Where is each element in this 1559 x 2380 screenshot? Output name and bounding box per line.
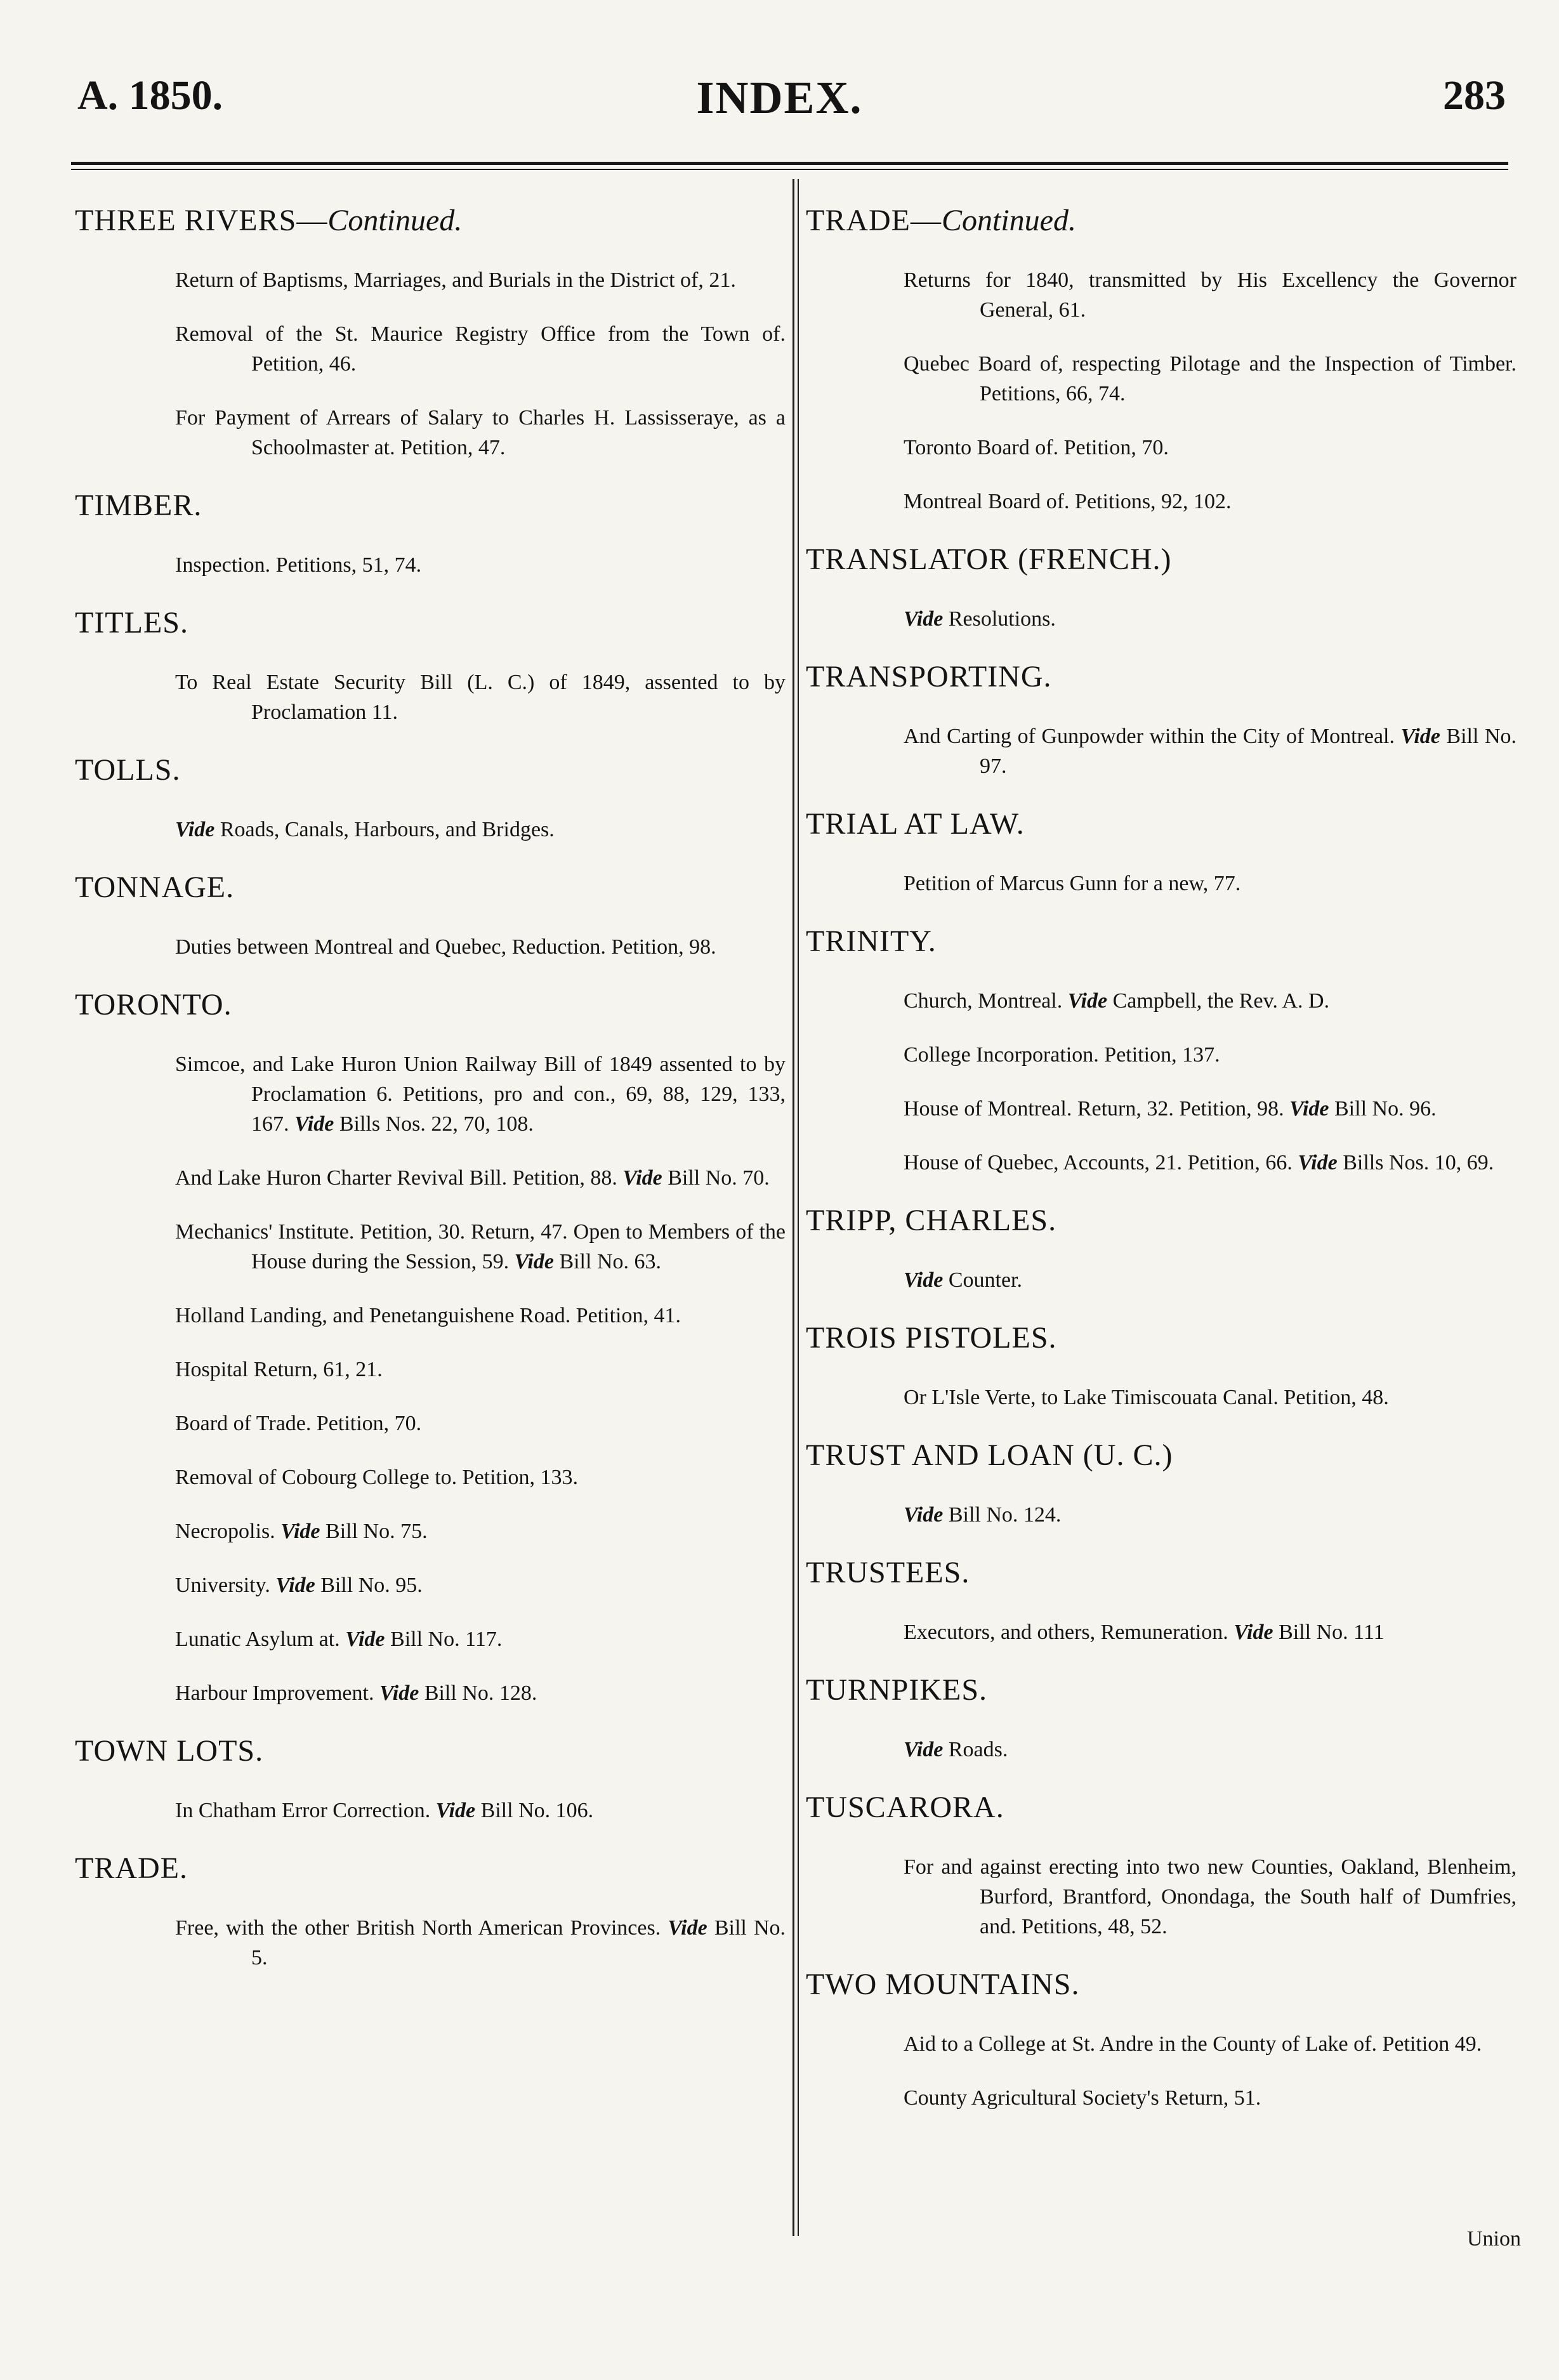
index-heading-continued: Continued. <box>327 204 463 237</box>
index-heading <box>806 1966 1516 2004</box>
index-heading <box>806 658 1516 696</box>
index-section-trial-at-law <box>806 805 1516 898</box>
index-entry <box>175 1355 786 1384</box>
index-heading <box>75 604 786 642</box>
index-entry <box>175 1913 786 1973</box>
entry-reference: Bill No. 124. <box>943 1503 1062 1527</box>
entry-text: Board of Trade. Petition, 70. <box>175 1412 422 1435</box>
entry-reference: Resolutions. <box>943 607 1056 631</box>
entry-text: Aid to a College at St. Andre in the County of Lake of. Petition 49. <box>904 2032 1482 2056</box>
index-heading <box>806 923 1516 961</box>
entry-reference: Bill No. 96. <box>1329 1097 1437 1121</box>
index-heading-text: TRANSPORTING. <box>806 660 1052 694</box>
entry-vide: Vide <box>622 1166 662 1190</box>
index-heading-text: TRIAL AT LAW. <box>806 807 1025 841</box>
index-heading <box>806 1789 1516 1827</box>
index-heading <box>75 869 786 907</box>
index-entry <box>175 1516 786 1546</box>
index-heading-text: TRUST AND LOAN (U. C.) <box>806 1438 1173 1472</box>
index-section-transporting <box>806 658 1516 781</box>
entry-vide: Vide <box>379 1681 419 1705</box>
entry-vide: Vide <box>175 818 215 841</box>
entry-text: Lunatic Asylum at. <box>175 1627 340 1651</box>
index-entry <box>175 1049 786 1139</box>
entry-reference: Bill No. 97. <box>980 725 1517 778</box>
index-section-turnpikes <box>806 1671 1516 1765</box>
entry-text: Removal of Cobourg College to. Petition, 133. <box>175 1466 578 1489</box>
entry-vide: Vide <box>275 1574 315 1597</box>
index-section-tolls <box>75 751 786 845</box>
entry-text: Simcoe, and Lake Huron Union Railway Bill of 1849 assented to by Proclamation 6. Petitions, pro and con., 69, 88, 129, 133, 167. <box>175 1053 786 1136</box>
entry-text: For Payment of Arrears of Salary to Charles H. Lassisseraye, as a Schoolmaster at. Petition, 47. <box>175 406 786 459</box>
entry-text: County Agricultural Society's Return, 51. <box>904 2086 1261 2110</box>
entry-text: Executors, and others, Remuneration. <box>904 1621 1228 1644</box>
entry-text: Harbour Improvement. <box>175 1681 374 1705</box>
index-section-trustees <box>806 1554 1516 1647</box>
index-heading-text: TRUSTEES. <box>806 1556 970 1589</box>
column-divider-thin <box>798 179 799 2236</box>
page-year: A. 1850. <box>77 72 223 119</box>
index-heading-text: TIMBER. <box>75 489 202 522</box>
index-entry <box>904 265 1516 325</box>
index-section-translator-french <box>806 541 1516 634</box>
index-entry <box>904 1383 1516 1412</box>
index-heading <box>75 1850 786 1888</box>
entry-reference: Bill No. 128. <box>419 1681 537 1705</box>
entry-text: University. <box>175 1574 270 1597</box>
index-heading-continued: Continued. <box>941 204 1076 237</box>
entry-text: Free, with the other British North American Provinces. <box>175 1916 661 1940</box>
index-section-three-rivers <box>75 202 786 463</box>
entry-vide: Vide <box>1067 989 1108 1013</box>
index-entry <box>904 1735 1516 1765</box>
entry-text: Church, Montreal. <box>904 989 1063 1013</box>
entry-reference: Roads. <box>943 1738 1008 1761</box>
index-heading <box>75 751 786 789</box>
index-entry <box>175 1796 786 1825</box>
index-entry <box>175 1409 786 1438</box>
entry-reference: Campbell, the Rev. A. D. <box>1107 989 1330 1013</box>
entry-text: Inspection. Petitions, 51, 74. <box>175 553 422 577</box>
entry-reference: Bill No. 117. <box>385 1627 503 1651</box>
index-heading <box>806 805 1516 843</box>
index-entry <box>904 1265 1516 1295</box>
entry-text: Return of Baptisms, Marriages, and Burials in the District of, 21. <box>175 268 736 292</box>
index-section-trinity <box>806 923 1516 1178</box>
entry-text: And Lake Huron Charter Revival Bill. Petition, 88. <box>175 1166 617 1190</box>
entry-text: Toronto Board of. Petition, 70. <box>904 436 1169 459</box>
entry-reference: Bills Nos. 22, 70, 108. <box>334 1112 534 1136</box>
entry-text: Mechanics' Institute. Petition, 30. Return, 47. Open to Members of the House during the Session, 59. <box>175 1220 786 1273</box>
right-column <box>806 202 1516 2137</box>
entry-text: College Incorporation. Petition, 137. <box>904 1043 1220 1067</box>
entry-text: Montreal Board of. Petitions, 92, 102. <box>904 490 1232 513</box>
entry-text: House of Quebec, Accounts, 21. Petition, 66. <box>904 1151 1293 1174</box>
index-heading-text: TWO MOUNTAINS. <box>806 1968 1080 2001</box>
index-heading <box>75 986 786 1024</box>
entry-vide: Vide <box>1233 1621 1273 1644</box>
index-entry <box>904 1500 1516 1530</box>
index-section-toronto <box>75 986 786 1708</box>
entry-reference: Bill No. 95. <box>315 1574 423 1597</box>
index-heading <box>806 1319 1516 1357</box>
entry-vide: Vide <box>435 1799 476 1822</box>
index-section-trois-pistoles <box>806 1319 1516 1412</box>
index-heading <box>806 1202 1516 1240</box>
header-rule <box>71 162 1508 165</box>
index-entry <box>175 815 786 845</box>
index-heading <box>806 541 1516 579</box>
index-section-trust-and-loan-u-c <box>806 1437 1516 1530</box>
entry-vide: Vide <box>514 1250 554 1273</box>
entry-vide: Vide <box>904 1738 944 1761</box>
index-heading-text: TROIS PISTOLES. <box>806 1321 1057 1355</box>
entry-reference: Counter. <box>943 1268 1023 1292</box>
index-heading-text: TITLES. <box>75 606 188 640</box>
entry-vide: Vide <box>904 1268 944 1292</box>
index-entry <box>904 1040 1516 1070</box>
index-section-two-mountains <box>806 1966 1516 2113</box>
index-entry <box>904 1617 1516 1647</box>
index-entry <box>175 265 786 295</box>
index-heading-text: TRINITY. <box>806 924 937 958</box>
index-section-trade <box>75 1850 786 1973</box>
index-entry <box>904 1094 1516 1124</box>
entry-reference: Bill No. 70. <box>662 1166 770 1190</box>
index-section-town-lots <box>75 1732 786 1825</box>
index-heading-text: TRADE. <box>75 1851 188 1885</box>
index-entry <box>175 550 786 580</box>
header-rule-thin <box>71 169 1508 170</box>
entry-vide: Vide <box>1298 1151 1338 1174</box>
entry-text: For and against erecting into two new Counties, Oakland, Blenheim, Burford, Brantford, Onondaga, the South half of Dumfries, and. Petitions, 48, 52. <box>904 1855 1516 1938</box>
index-entry <box>175 932 786 962</box>
index-heading-text: THREE RIVERS— <box>75 204 328 237</box>
index-entry <box>175 1570 786 1600</box>
index-heading-text: TUSCARORA. <box>806 1791 1004 1824</box>
index-entry <box>904 986 1516 1016</box>
entry-text: Necropolis. <box>175 1520 275 1543</box>
entry-reference: Bill No. 75. <box>320 1520 428 1543</box>
index-heading-text: TURNPIKES. <box>806 1673 988 1707</box>
entry-vide: Vide <box>1400 725 1440 748</box>
entry-vide: Vide <box>668 1916 707 1940</box>
entry-text: Returns for 1840, transmitted by His Excellency the Governor General, 61. <box>904 268 1516 322</box>
left-column <box>75 202 786 1997</box>
index-heading <box>806 1554 1516 1592</box>
index-entry <box>175 1463 786 1492</box>
index-entry <box>175 1217 786 1277</box>
index-heading-text: TRADE— <box>806 204 942 237</box>
index-heading-text: TRANSLATOR (FRENCH.) <box>806 542 1172 576</box>
index-entry <box>175 1624 786 1654</box>
entry-vide: Vide <box>280 1520 320 1543</box>
index-section-timber <box>75 487 786 580</box>
entry-vide: Vide <box>294 1112 334 1136</box>
page-title: INDEX. <box>696 72 863 123</box>
index-entry <box>175 1163 786 1193</box>
entry-reference: Bill No. 5. <box>251 1916 786 1969</box>
index-heading-text: TOLLS. <box>75 753 181 787</box>
index-heading <box>806 202 1516 240</box>
index-entry <box>904 721 1516 781</box>
index-heading <box>806 1671 1516 1709</box>
index-section-tuscarora <box>806 1789 1516 1942</box>
entry-text: Hospital Return, 61, 21. <box>175 1358 383 1381</box>
entry-text: Or L'Isle Verte, to Lake Timiscouata Canal. Petition, 48. <box>904 1386 1389 1409</box>
index-entry <box>904 433 1516 463</box>
entry-reference: Bill No. 63. <box>553 1250 662 1273</box>
index-entry <box>175 1678 786 1708</box>
entry-reference: Bill No. 106. <box>475 1799 594 1822</box>
index-section-titles <box>75 604 786 727</box>
index-entry <box>904 604 1516 634</box>
page-number: 283 <box>1443 72 1506 119</box>
index-heading-text: TOWN LOTS. <box>75 1734 264 1768</box>
index-heading-text: TRIPP, CHARLES. <box>806 1204 1057 1237</box>
entry-text: House of Montreal. Return, 32. Petition, 98. <box>904 1097 1284 1121</box>
index-entry <box>904 349 1516 409</box>
entry-text: Removal of the St. Maurice Registry Office from the Town of. Petition, 46. <box>175 322 786 376</box>
index-heading <box>75 487 786 525</box>
catchword: Union <box>1467 2227 1521 2251</box>
index-entry <box>904 1148 1516 1178</box>
column-divider <box>793 179 794 2236</box>
index-entry <box>175 1301 786 1331</box>
entry-text: Quebec Board of, respecting Pilotage and the Inspection of Timber. Petitions, 66, 74. <box>904 352 1516 405</box>
entry-reference: Roads, Canals, Harbours, and Bridges. <box>214 818 555 841</box>
entry-text: Duties between Montreal and Quebec, Reduction. Petition, 98. <box>175 935 716 959</box>
index-section-tonnage <box>75 869 786 962</box>
index-entry <box>904 2029 1516 2059</box>
entry-vide: Vide <box>904 607 944 631</box>
entry-text: To Real Estate Security Bill (L. C.) of 1849, assented to by Proclamation 11. <box>175 671 786 724</box>
index-heading <box>75 1732 786 1770</box>
entry-text: Petition of Marcus Gunn for a new, 77. <box>904 872 1241 895</box>
index-heading <box>75 202 786 240</box>
entry-vide: Vide <box>904 1503 944 1527</box>
entry-vide: Vide <box>1289 1097 1329 1121</box>
index-entry <box>904 1852 1516 1942</box>
index-entry <box>904 869 1516 898</box>
index-entry <box>175 403 786 463</box>
index-entry <box>175 319 786 379</box>
entry-text: And Carting of Gunpowder within the City of Montreal. <box>904 725 1395 748</box>
entry-vide: Vide <box>345 1627 385 1651</box>
index-section-tripp-charles <box>806 1202 1516 1295</box>
index-section-trade <box>806 202 1516 516</box>
entry-reference: Bill No. 111 <box>1273 1621 1385 1644</box>
entry-text: In Chatham Error Correction. <box>175 1799 431 1822</box>
entry-text: Holland Landing, and Penetanguishene Road. Petition, 41. <box>175 1304 681 1327</box>
index-heading-text: TONNAGE. <box>75 871 235 904</box>
index-heading-text: TORONTO. <box>75 988 232 1022</box>
index-entry <box>904 487 1516 516</box>
index-entry <box>904 2083 1516 2113</box>
index-heading <box>806 1437 1516 1475</box>
entry-reference: Bills Nos. 10, 69. <box>1337 1151 1494 1174</box>
index-entry <box>175 667 786 727</box>
